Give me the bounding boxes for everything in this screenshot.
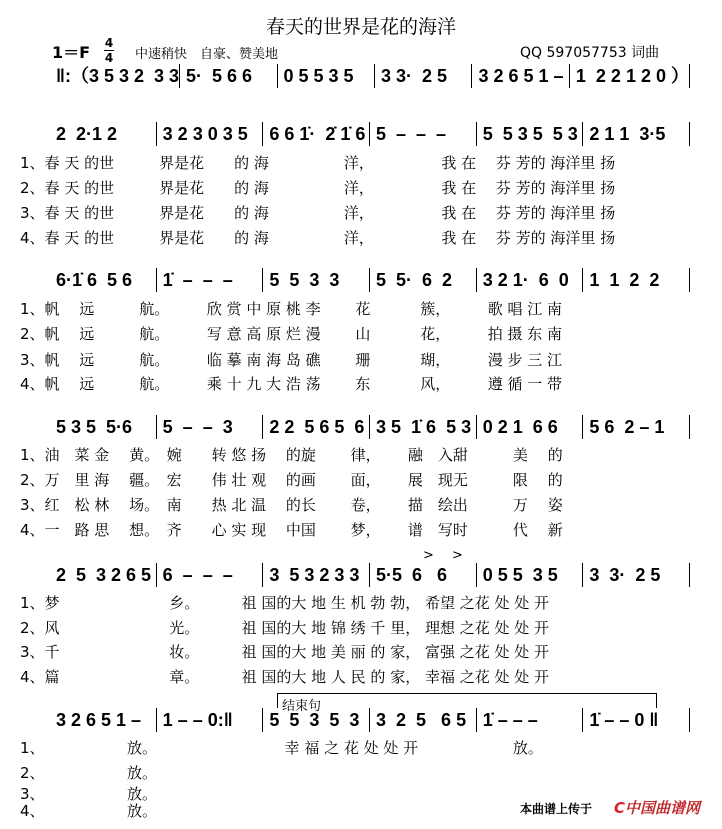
lyric-line: 3、千 妆。 祖 国的大 地 美 丽 的 家， 富强 之花 处 处 开 [20,643,550,661]
measure: 1̇ – – 0 ‖ [583,708,690,732]
lyric-line: 3、春 天 的世 界是花 的 海 洋， 我 在 芬 芳的 海洋里 扬 [20,204,616,222]
accent-mark: > [423,548,434,563]
key-signature: 1＝F [52,43,91,62]
measure: 3 2 5 6 5 [370,708,477,732]
lyric-line: 1、 放。 幸 福 之 花 处 处 开 放。 [20,739,543,757]
notation-line [50,708,690,732]
notation-line [50,122,690,146]
lyric-line: 3、红 松 林 场。 南 热 北 温 的长 卷， 描 绘出 万 姿 [20,496,563,514]
lyric-line: 2、万 里 海 疆。 宏 伟 壮 观 的画 面， 展 现无 限 的 [20,471,563,489]
measure: 3 5 1̇ 6 5 3 [370,415,477,439]
measure: 1 1 2 2 [583,268,690,292]
ending-bracket [277,693,657,714]
measure: 0 2 1 6 6 [477,415,584,439]
measure: 6 6 1̇· 2̇ 1̇ 6 [263,122,370,146]
lyric-line: 1、帆 远 航。 欣 赏 中 原 桃 李 花 簇， 歌 唱 江 南 [20,300,562,318]
measure: 3 2 3 0 3 5 [157,122,264,146]
measure: 3 3· 2 5 [375,64,472,88]
lyric-line: 1、油 菜 金 黄。 婉 转 悠 扬 的旋 律， 融 入甜 美 的 [20,446,563,464]
measure: 5· 5 6 6 [180,64,277,88]
tempo-marking: 中速稍快 自豪、赞美地 [135,47,279,62]
notation-line [50,268,690,292]
measure: 5 5 3 5 5 3 [477,122,584,146]
lyric-line: 3、帆 远 航。 临 摹 南 海 岛 礁 珊 瑚， 漫 步 三 江 [20,351,562,369]
measure: 5 5 3 5 3 [263,708,370,732]
measure: 2 2·1 2 [50,122,157,146]
lyric-line: 1、春 天 的世 界是花 的 海 洋， 我 在 芬 芳的 海洋里 扬 [20,154,616,172]
measure: 2 5 3 2 6 5 [50,563,157,587]
lyric-line: 2、 放。 [20,764,158,782]
lyric-line: 2、风 光。 祖 国的大 地 锦 绣 千 里， 理想 之花 处 处 开 [20,619,550,637]
measure: 3 2 6 5 1 – [50,708,157,732]
composer-credit: QQ 597057753 词曲 [520,45,660,61]
notation-line [50,415,690,439]
measure: 3 2 1· 6 0 [477,268,584,292]
measure: 5 – – 3 [157,415,264,439]
measure: 1 2 2 1 2 0 ） [570,64,690,88]
measure: 1 – – 0:‖ [157,708,264,732]
measure: 3 2 6 5 1 – [472,64,569,88]
measure: 2 2 5 6 5 6 [263,415,370,439]
lyric-line: 4、篇 章。 祖 国的大 地 人 民 的 家， 幸福 之花 处 处 开 [20,668,550,686]
measure: ‖:（3 5 3 2 3 3 [50,64,180,88]
site-logo: C中国曲谱网 [614,799,701,817]
measure: 6·1̇ 6 5 6 [50,268,157,292]
lyric-line: 4、 放。 [20,802,158,820]
measure: 6 – – – [157,563,264,587]
measure: 3 3· 2 5 [583,563,690,587]
lyric-line: 4、帆 远 航。 乘 十 九 大 浩 荡 东 风， 遵 循 一 带 [20,375,562,393]
meter-top: 4 [104,36,114,50]
lyric-line: 4、一 路 思 想。 齐 心 实 现 中国 梦， 谱 写时 代 新 [20,521,563,539]
accent-mark: > [452,548,463,563]
logo-text: 中国曲谱网 [625,799,701,817]
measure: 5 5· 6 2 [370,268,477,292]
meter-bottom: 4 [104,51,114,65]
time-signature [104,37,114,64]
measure: 5 6 2 – 1 [583,415,690,439]
lyric-line: 1、梦 乡。 祖 国的大 地 生 机 勃 勃， 希望 之花 处 处 开 [20,594,550,612]
lyric-line: 3、 放。 [20,785,158,803]
notation-line [50,563,690,587]
ending-label: 结束句 [282,699,322,714]
measure: 5·5 6 6 [370,563,477,587]
lyric-line: 4、春 天 的世 界是花 的 海 洋， 我 在 芬 芳的 海洋里 扬 [20,229,616,247]
measure: 5 5 3 3 [263,268,370,292]
measure: 0 5 5 3 5 [278,64,375,88]
measure: 1̇ – – – [157,268,264,292]
measure: 5 – – – [370,122,477,146]
measure: 5 3 5 5·6 [50,415,157,439]
lyric-line: 2、春 天 的世 界是花 的 海 洋， 我 在 芬 芳的 海洋里 扬 [20,179,616,197]
measure: 1̇ – – – [477,708,584,732]
notation-line [50,64,690,88]
measure: 2 1 1 3·5 [583,122,690,146]
song-title: 春天的世界是花的海洋 [265,16,456,38]
upload-note: 本曲谱上传于 [520,802,593,816]
measure: 3 5 3 2 3 3 [263,563,370,587]
measure: 0 5 5 3 5 [477,563,584,587]
lyric-line: 2、帆 远 航。 写 意 高 原 烂 漫 山 花， 拍 摄 东 南 [20,325,562,343]
